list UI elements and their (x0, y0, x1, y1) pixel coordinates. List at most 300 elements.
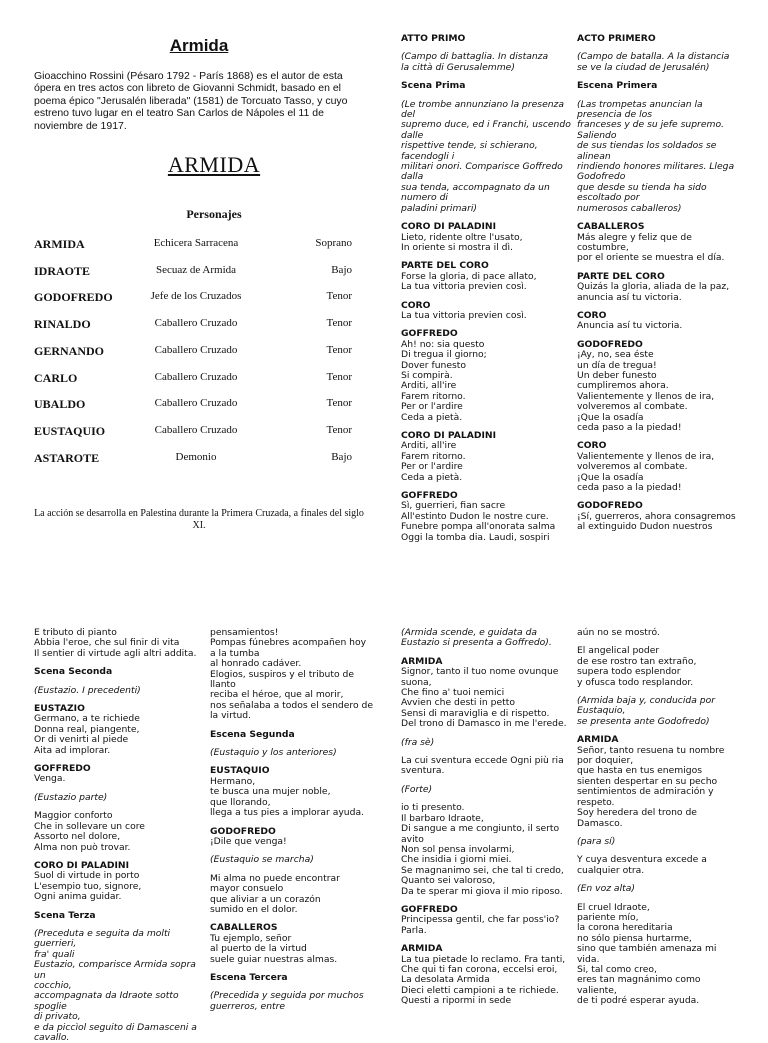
stage-direction (34, 793, 206, 803)
speech-block (401, 491, 573, 543)
character-row (34, 424, 352, 438)
speech-block (577, 501, 747, 532)
speaker-heading: ARMIDA (401, 943, 443, 955)
verse-line: supera todo esplendor (577, 666, 681, 678)
character-voice: Soprano (315, 237, 352, 249)
stage-direction-line: (Preceduta e seguita da molti guerrieri, (34, 927, 174, 950)
verse-line: Anuncia así tu victoria. (577, 320, 683, 332)
stage-direction-line: (Precedida y seguida por muchos (210, 990, 364, 1002)
verse-line: que hasta en tus enemigos (577, 765, 703, 777)
stage-direction-line: la città di Gerusalemme) (401, 61, 515, 73)
verse-line: ¡Dile que venga! (210, 835, 287, 847)
verse-block (401, 803, 573, 897)
verse-line: Che qui ti fan corona, eccelsi eroi, (401, 963, 558, 975)
stage-direction (577, 100, 747, 214)
verse-line: nos señalaba a todos el sendero de (210, 699, 374, 711)
stage-direction (577, 884, 747, 894)
character-role: Secuaz de Armida (155, 263, 237, 276)
verse-line: sino que también amenaza mi (577, 943, 717, 955)
verse-line: Y cuya desventura excede a (577, 854, 707, 866)
verse-line: Principessa gentil, che far poss'io? (401, 914, 560, 926)
verse-line: Assorto nel dolore, (34, 831, 121, 843)
speaker-heading: CORO (401, 299, 431, 311)
stage-direction (577, 837, 747, 847)
character-row (34, 237, 352, 251)
speech-block (401, 329, 573, 423)
column-bottom-spanish-a (210, 628, 380, 1024)
verse-line: pensamientos! (210, 627, 279, 638)
verse-line: Más alegre y feliz que de (577, 231, 692, 243)
verse-line: ¡Ay, no, sea éste (577, 349, 654, 361)
verse-line: al extinguido Dudon nuestros (577, 521, 713, 533)
verse-line: por doquier, (577, 755, 634, 767)
speech-block (577, 340, 747, 434)
verse-block (210, 628, 380, 722)
stage-direction-line: (Eustaquio se marcha) (210, 854, 314, 866)
stage-direction-line: paladini primari) (401, 202, 477, 214)
verse-line: Ceda a pietà. (401, 471, 463, 483)
verse-line: Ah! no: sia questo (401, 338, 485, 350)
speaker-heading: GOFFREDO (401, 328, 458, 340)
verse-line: ¡Que la osadía (577, 411, 644, 423)
character-role: Caballero Cruzado (154, 423, 238, 436)
stage-direction-line: se presenta ante Godofredo) (577, 715, 710, 727)
character-row (34, 397, 352, 411)
stage-direction-line: escoltado por (577, 192, 640, 204)
speech-block (401, 81, 573, 91)
stage-direction-line: (para sí) (577, 835, 616, 847)
verse-line: La tua vittoria previen così. (401, 281, 527, 293)
verse-line: Il barbaro Idraote, (401, 812, 484, 824)
speaker-heading: GODOFREDO (577, 338, 643, 350)
speaker-heading: Scena Terza (34, 909, 96, 921)
stage-direction (401, 52, 573, 73)
verse-line: Elogios, suspiros y el tributo de (210, 668, 354, 680)
verse-line: que aliviar a un corazón (210, 893, 321, 905)
intro-paragraph: Gioacchino Rossini (Pésaro 1792 - París 1868) es el autor de esta ópera en tres actos con libreto de Giovanni Schmidt, basado en el poema épico "Jerusalén liberada" (1581) de Torcuato Tasso, y cuyo estreno tuvo lugar en el teatro San Carlos de Nápoles el 11 de noviembre de 1917. (34, 70, 348, 132)
speech-block (577, 222, 747, 264)
speaker-heading: Scena Seconda (34, 666, 113, 678)
speech-block (401, 34, 573, 44)
speech-block (401, 261, 573, 292)
verse-line: la corona hereditaria (577, 922, 673, 934)
verse-line: sentimientos de admiración y (577, 786, 714, 798)
verse-line: ceda paso a la piedad! (577, 482, 682, 494)
verse-line: Arditi, all'ire (401, 440, 457, 452)
verse-line: Se magnanimo sei, che tal ti credo, (401, 864, 564, 876)
verse-line: anuncia así tu victoria. (577, 291, 682, 303)
speaker-heading: GODOFREDO (210, 825, 276, 837)
verse-line: Arditi, all'ire (401, 380, 457, 392)
verse-line: cualquier otra. (577, 864, 645, 876)
speaker-heading: ARMIDA (401, 655, 443, 667)
speaker-heading: EUSTAQUIO (210, 765, 270, 777)
speaker-heading: Escena Segunda (210, 728, 295, 740)
verse-line: Lieto, ridente oltre l'usato, (401, 231, 523, 243)
verse-line: Farem ritorno. (401, 390, 466, 402)
column-bottom-italian-a (34, 627, 206, 1043)
verse-line: pariente mío, (577, 911, 639, 923)
character-role: Echicera Sarracena (153, 237, 239, 249)
character-name: EUSTAQUIO (34, 423, 106, 438)
speech-block (577, 735, 747, 829)
verse-line: ¡Que la osadía (577, 471, 644, 483)
opera-title: ARMIDA (167, 152, 261, 177)
stage-direction-line: guerreros, entre (210, 1000, 286, 1012)
speaker-heading: CABALLEROS (210, 922, 278, 934)
character-name: GERNANDO (34, 343, 105, 358)
character-voice: Tenor (326, 423, 352, 436)
stage-direction-line: se ve la ciudad de Jerusalén) (577, 61, 710, 73)
verse-line: sumido en el dolor. (210, 903, 298, 915)
character-row (34, 344, 352, 358)
verse-line: llega a tus pies a implorar ayuda. (210, 807, 365, 819)
verse-line: Ceda a pietà. (401, 411, 463, 423)
speaker-heading: CORO (577, 440, 607, 452)
speaker-heading: CORO DI PALADINI (401, 221, 496, 233)
stage-direction-line: de sus tiendas los soldados se (577, 140, 717, 152)
verse-line: Da te sperar mi giova il mio riposo. (401, 885, 563, 897)
speaker-heading: Escena Primera (577, 80, 658, 92)
character-row (34, 371, 352, 385)
speech-block (401, 905, 573, 936)
verse-line: avito (401, 833, 424, 845)
verse-line: a la tumba (210, 647, 260, 659)
stage-direction-line: fra' quali (34, 948, 75, 960)
character-role: Demonio (175, 450, 217, 463)
verse-line: Non sol pensa involarmi, (401, 843, 515, 855)
verse-line: ¡Sí, guerreros, ahora consagremos (577, 510, 736, 522)
stage-direction-line: presencia de los (577, 109, 653, 121)
verse-line: respeto. (577, 796, 615, 808)
verse-line: Farem ritorno. (401, 450, 466, 462)
verse-line: Donna real, piangente, (34, 723, 140, 735)
verse-line: la virtud. (210, 710, 252, 722)
speech-block (34, 764, 206, 785)
character-voice: Tenor (326, 397, 352, 410)
verse-line: volveremos al combate. (577, 401, 688, 413)
stage-direction-line: Eustazio, comparisce Armida sopra un (34, 959, 199, 981)
verse-line: Per or l'ardire (401, 401, 463, 413)
setting-note: La acción se desarrolla en Palestina durante la Primera Cruzada, a finales del siglo XI. (34, 508, 364, 531)
stage-direction (210, 991, 380, 1012)
verse-line: Damasco. (577, 817, 623, 829)
stage-direction (577, 52, 747, 73)
speaker-heading: GODOFREDO (577, 500, 643, 512)
verse-line: Sensi di maraviglia e di rispetto. (401, 707, 550, 719)
stage-direction-line: numerosos caballeros) (577, 202, 682, 214)
verse-line: Che fino a' tuoi nemici (401, 687, 505, 699)
verse-line: La tua pietade lo reclamo. Fra tanti, (401, 953, 566, 965)
column-bottom-spanish-b (577, 628, 747, 1024)
stage-direction-line: militari onori. Comparisce Goffredo (401, 161, 563, 173)
verse-line: sienten despertar en su pecho (577, 775, 718, 787)
verse-line: Aita ad implorar. (34, 744, 111, 756)
verse-line: ceda paso a la piedad! (577, 422, 682, 433)
verse-line: E tributo di pianto (34, 627, 117, 638)
stage-direction-line: (En voz alta) (577, 883, 635, 895)
verse-line: suona, (401, 676, 432, 688)
verse-line: cumpliremos ahora. (577, 380, 669, 392)
character-role: Caballero Cruzado (154, 397, 238, 410)
character-voice: Tenor (326, 317, 352, 330)
character-list (34, 237, 352, 477)
verse-line: eres tan magnánimo como (577, 974, 701, 986)
stage-direction-line: facendogli i (401, 150, 455, 162)
verse-line: Ogni anima guidar. (34, 891, 122, 903)
speech-block (210, 766, 380, 818)
stage-direction (401, 785, 573, 795)
stage-direction (210, 855, 380, 865)
verse-line: un día de tregua! (577, 359, 657, 371)
speech-block (210, 973, 380, 983)
verse-line: Oggi la tomba dia. Laudi, sospiri (401, 531, 550, 543)
verse-block (577, 855, 747, 876)
speaker-heading: ARMIDA (577, 734, 619, 746)
speech-block (401, 944, 573, 1006)
speech-block (577, 272, 747, 303)
stage-direction-line: cavallo. (34, 1032, 70, 1043)
character-voice: Bajo (331, 263, 352, 276)
stage-direction-line: (Eustazio parte) (34, 791, 108, 803)
stage-direction-line: rindiendo honores militares. Llega (577, 161, 735, 173)
verse-line: Si compirà. (401, 369, 453, 381)
verse-line: Valientemente y llenos de ira, (577, 390, 715, 402)
verse-line: no sólo piensa hurtarme, (577, 932, 692, 944)
verse-block (210, 874, 380, 916)
stage-direction-line: accompagnata da Idraote sotto spoglie (34, 990, 182, 1012)
verse-line: La cui sventura eccede Ogni più ria (401, 755, 564, 767)
speaker-heading: ATTO PRIMO (401, 33, 466, 44)
verse-line: Forse la gloria, di pace allato, (401, 270, 537, 282)
speech-block (401, 431, 573, 483)
verse-block (34, 628, 206, 659)
stage-direction-line: supremo duce, ed i Franchi, uscendo (401, 119, 571, 131)
stage-direction-line: sua tenda, accompagnato da un (401, 181, 550, 193)
verse-line: Dover funesto (401, 359, 467, 371)
verse-line: reciba el héroe, que al morir, (210, 689, 344, 701)
character-name: ARMIDA (34, 237, 85, 251)
verse-line: al puerto de la virtud (210, 943, 307, 955)
stage-direction (401, 628, 573, 649)
stage-direction-line: numero di (401, 192, 448, 204)
verse-line: Or di venirti al piede (34, 734, 129, 746)
speech-block (210, 730, 380, 740)
stage-direction-line: dalla (401, 171, 424, 183)
stage-direction-line: dalle (401, 129, 424, 141)
verse-line: Pompas fúnebres acompañen hoy (210, 637, 367, 649)
speaker-heading: EUSTAZIO (34, 703, 85, 715)
speaker-heading: CORO (577, 309, 607, 321)
verse-line: Valientemente y llenos de ira, (577, 450, 715, 462)
personajes-heading: Personajes (186, 207, 242, 221)
verse-line: de ti podré esperar ayuda. (577, 995, 700, 1007)
verse-line: La tua vittoria previen così. (401, 309, 527, 321)
speech-block (577, 34, 747, 44)
stage-direction-line: franceses y de su jefe supremo. (577, 119, 724, 131)
speaker-heading: ACTO PRIMERO (577, 33, 656, 44)
verse-line: El angelical poder (577, 645, 660, 657)
character-voice: Bajo (331, 450, 352, 463)
verse-line: llanto (210, 679, 236, 691)
speech-block (577, 81, 747, 91)
verse-line: suele guiar nuestras almas. (210, 953, 338, 965)
verse-line: Señor, tanto resuena tu nombre (577, 744, 725, 756)
verse-line: Funebre pompa all'onorata salma (401, 521, 556, 533)
stage-direction (401, 738, 573, 748)
verse-line: Del trono di Damasco in me l'erede. (401, 718, 567, 730)
speech-block (34, 667, 206, 677)
stage-direction-line: (Campo di battaglia. In distanza (401, 51, 549, 63)
stage-direction (34, 686, 206, 696)
verse-line: Per or l'ardire (401, 461, 463, 473)
verse-line: de ese rostro tan extraño, (577, 655, 697, 667)
verse-line: sventura. (401, 765, 445, 777)
speaker-heading: GOFFREDO (34, 763, 91, 775)
stage-direction-line: Godofredo (577, 171, 626, 183)
stage-direction-line: (Forte) (401, 783, 433, 795)
column-top-italian (401, 34, 573, 574)
verse-line: Sì, guerrieri, fian sacre (401, 500, 506, 512)
speech-block (401, 222, 573, 253)
stage-direction (401, 100, 573, 214)
stage-direction-line: cocchio, (34, 979, 72, 991)
stage-direction-line: (Eustazio. I precedenti) (34, 684, 141, 696)
verse-line: L'esempio tuo, signore, (34, 880, 142, 892)
character-voice: Tenor (326, 290, 352, 303)
verse-block (34, 811, 206, 853)
verse-line: Questi a ripormi in sede (401, 995, 512, 1007)
verse-block (577, 646, 747, 688)
verse-line: In oriente si mostra il dì. (401, 241, 513, 253)
character-name: ASTAROTE (34, 450, 100, 465)
speaker-heading: GOFFREDO (401, 490, 458, 502)
stage-direction-line: (Eustaquio y los anteriores) (210, 747, 337, 759)
verse-line: costumbre, (577, 241, 629, 253)
verse-line: Di sangue a me congiunto, il serto (401, 823, 560, 835)
verse-line: io ti presento. (401, 802, 465, 814)
verse-line: Alma non può trovar. (34, 841, 131, 853)
speaker-heading: Scena Prima (401, 80, 466, 92)
verse-line: Soy heredera del trono de (577, 807, 697, 819)
verse-line: y ofusca todo resplandor. (577, 676, 694, 688)
stage-direction-line: (Armida scende, e guidata da (401, 627, 538, 638)
speech-block (401, 657, 573, 730)
character-name: GODOFREDO (34, 290, 113, 305)
stage-direction-line: di privato, (34, 1011, 81, 1023)
verse-line: Di tregua il giorno; (401, 349, 487, 361)
verse-line: All'estinto Dudon le nostre cure. (401, 510, 549, 522)
verse-line: Abbia l'eroe, che sul finir di vita (34, 637, 180, 649)
speech-block (210, 827, 380, 848)
verse-line: al honrado cadáver. (210, 658, 302, 670)
verse-line: Hermano, (210, 775, 256, 787)
verse-line: Avvien che desti in petto (401, 697, 515, 709)
verse-line: vida. (577, 953, 600, 965)
stage-direction-line: (Campo de batalla. A la distancia (577, 51, 730, 63)
stage-direction-line: Eustazio si presenta a Goffredo). (401, 637, 552, 649)
verse-line: volveremos al combate. (577, 461, 688, 473)
stage-direction-line: rispettive tende, si schierano, (401, 140, 538, 152)
verse-line: Tu ejemplo, señor (210, 932, 292, 944)
stage-direction-line: alinean (577, 150, 611, 162)
speech-block (34, 911, 206, 921)
character-name: RINALDO (34, 317, 91, 332)
speaker-heading: CORO DI PALADINI (34, 859, 129, 871)
verse-line: valiente, (577, 984, 617, 996)
speaker-heading: CORO DI PALADINI (401, 430, 496, 441)
verse-line: Maggior conforto (34, 810, 113, 822)
verse-line: Che in sollevare un core (34, 820, 145, 832)
verse-line: Si, tal como creo, (577, 963, 657, 975)
character-role: Caballero Cruzado (154, 370, 238, 383)
character-name: UBALDO (34, 397, 86, 412)
character-row (34, 451, 352, 465)
speech-block (577, 441, 747, 493)
column-top-spanish (577, 34, 747, 574)
speaker-heading: CABALLEROS (577, 221, 645, 233)
stage-direction-line: que desde su tienda ha sido (577, 181, 707, 193)
speaker-heading: PARTE DEL CORO (577, 270, 665, 282)
verse-line: La desolata Armida (401, 974, 490, 986)
verse-line: Venga. (34, 773, 66, 785)
verse-line: El cruel Idraote, (577, 901, 650, 913)
verse-line: Che insidia i giorni miei. (401, 854, 512, 866)
verse-line: aún no se mostró. (577, 627, 660, 638)
verse-line: por el oriente se muestra el día. (577, 252, 725, 264)
intro-panel (34, 34, 364, 554)
speech-block (34, 861, 206, 903)
verse-block (401, 756, 573, 777)
speech-block (577, 311, 747, 332)
character-name: IDRAOTE (34, 263, 91, 278)
verse-line: Quanto sei valoroso, (401, 875, 496, 887)
verse-line: Dieci eletti campioni a te richiede. (401, 984, 559, 996)
stage-direction-line: (Le trombe annunziano la presenza del (401, 98, 567, 121)
verse-line: mayor consuelo (210, 883, 284, 895)
character-voice: Tenor (326, 343, 352, 356)
speech-block (34, 704, 206, 756)
verse-line: Quizás la gloria, aliada de la paz, (577, 281, 730, 293)
verse-line: Il sentier di virtude agli altri addita. (34, 647, 197, 659)
stage-direction-line: (Las trompetas anuncian la (577, 98, 703, 110)
column-bottom-italian-b (401, 628, 573, 1024)
speaker-heading: GOFFREDO (401, 903, 458, 915)
character-voice: Tenor (326, 370, 352, 383)
verse-line: que llorando, (210, 796, 271, 808)
verse-line: Un deber funesto (577, 369, 657, 381)
stage-direction-line: Saliendo (577, 129, 617, 141)
stage-direction-line: Eustaquio, (577, 705, 626, 717)
character-row (34, 317, 352, 331)
character-row (34, 264, 352, 278)
speech-block (210, 923, 380, 965)
speaker-heading: Escena Tercera (210, 971, 288, 983)
stage-direction-line: (Armida baja y, conducida por (577, 695, 716, 707)
verse-line: Signor, tanto il tuo nome ovunque (401, 666, 559, 678)
character-role: Caballero Cruzado (154, 343, 238, 356)
character-role: Caballero Cruzado (154, 317, 238, 330)
stage-direction (210, 748, 380, 758)
stage-direction (34, 929, 206, 1043)
speech-block (401, 301, 573, 322)
character-name: CARLO (34, 370, 78, 385)
speaker-heading: PARTE DEL CORO (401, 260, 489, 272)
character-role: Jefe de los Cruzados (150, 290, 242, 303)
stage-direction-line: (fra sè) (401, 736, 435, 748)
verse-line: Mi alma no puede encontrar (210, 872, 340, 884)
character-row (34, 290, 352, 304)
